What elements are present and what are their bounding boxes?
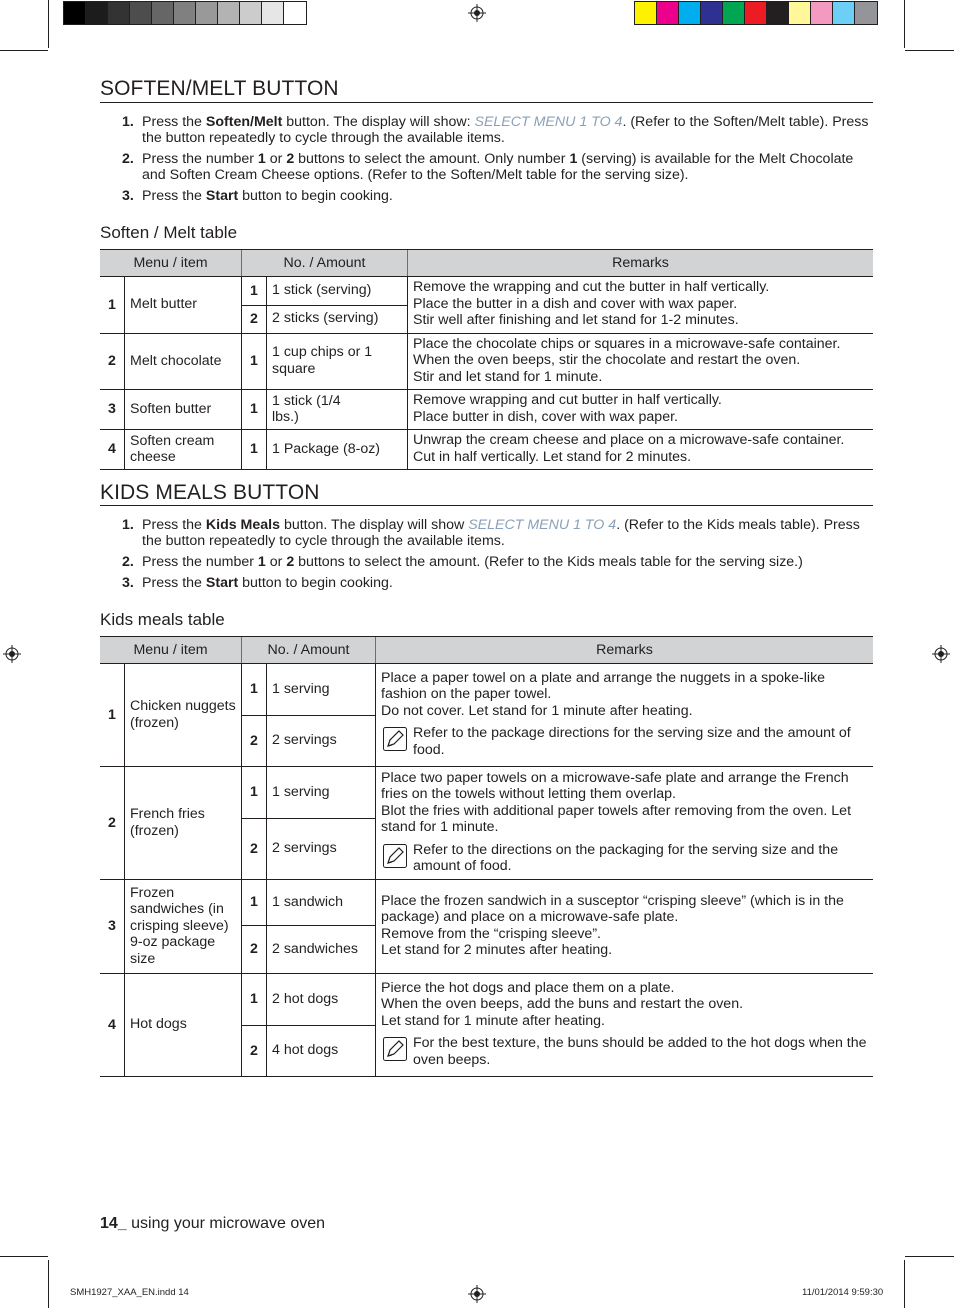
display-text: SELECT MENU 1 TO 4 [474,114,623,130]
color-swatch [152,2,174,24]
menu-item: Melt chocolate [125,333,242,390]
amount-key: 2 [242,305,267,333]
footer-text: using your microwave oven [126,1215,326,1232]
row-number: 1 [100,664,125,767]
color-swatch [108,2,130,24]
amount-value: 1 sandwich [267,880,376,926]
amount-value: 1 Package (8-oz) [267,430,408,470]
color-swatch [284,2,306,24]
amount-key: 1 [242,277,267,306]
registration-target-icon [932,645,950,663]
col-header-amount: No. / Amount [242,637,376,664]
amount-key: 1 [242,880,267,926]
note-pencil-icon [383,844,407,868]
amount-value: 1 serving [267,767,376,819]
table-row [100,664,873,716]
remarks-cell: Remove wrapping and cut butter in half vertically. Place butter in dish, cover with wax paper. [408,390,874,430]
crop-mark [904,1260,905,1308]
step-item: 2. Press the number 1 or 2 buttons to select the amount. (Refer to the Kids meals table for the serving size.) [122,554,803,570]
color-swatch [64,2,86,24]
page-number: 14_ [100,1215,127,1232]
amount-key: 2 [242,716,267,767]
note-pencil-icon [383,1037,407,1061]
amount-value: 2 hot dogs [267,974,376,1026]
table-title-kids-meals: Kids meals table [100,610,225,629]
col-header-menu: Menu / item [100,637,242,664]
slug-date: 11/01/2014 9:59:30 [802,1287,884,1298]
registration-target-icon [468,1285,486,1303]
note-pencil-icon [383,727,407,751]
color-swatch [701,2,723,24]
color-swatch [833,2,855,24]
row-number: 2 [100,333,125,390]
menu-item: Melt butter [125,277,242,334]
color-swatch [196,2,218,24]
section-title-soften-melt: SOFTEN/MELT BUTTON [100,77,339,100]
color-bar [634,1,878,25]
amount-value: 2 sticks (serving) [267,305,408,333]
color-swatch [635,2,657,24]
color-swatch [679,2,701,24]
amount-key: 2 [242,1026,267,1077]
step-item: 3. Press the Start button to begin cooking. [122,188,393,204]
amount-value: 4 hot dogs [267,1026,376,1077]
col-header-amount: No. / Amount [242,250,408,277]
note: Refer to the package directions for the serving size and the amount of food. [381,725,867,758]
menu-item: Soften butter [125,390,242,430]
color-swatch [767,2,789,24]
color-swatch [262,2,284,24]
amount-key: 2 [242,926,267,974]
menu-item: French fries (frozen) [125,767,242,880]
amount-value: 1 stick (serving) [267,277,408,306]
amount-key: 1 [242,390,267,430]
step-item: 3. Press the Start button to begin cooking. [122,575,393,591]
step-item: 1. Press the Soften/Melt button. The display will show: SELECT MENU 1 TO 4. (Refer to the Soften/Melt table). Press the button repeatedly to cycle through the available items. [122,114,869,146]
soften-melt-steps [100,114,873,209]
color-swatch [240,2,262,24]
section-rule [100,102,873,103]
color-swatch [86,2,108,24]
col-header-remarks: Remarks [408,250,874,277]
remarks-cell: Pierce the hot dogs and place them on a plate. When the oven beeps, add the buns and restart the oven. Let stand for 1 minute after heating. For the best texture, the buns should be added to the hot dogs when the oven beeps. [376,974,874,1077]
menu-item: Soften cream cheese [125,430,242,470]
col-header-remarks: Remarks [376,637,874,664]
color-swatch [723,2,745,24]
table-row [100,390,873,430]
amount-key: 1 [242,664,267,716]
amount-value: 1 cup chips or 1 square [267,333,408,390]
color-swatch [811,2,833,24]
note: Refer to the directions on the packaging for the serving size and the amount of food. [381,842,867,875]
amount-key: 1 [242,430,267,470]
crop-mark [48,0,49,48]
row-number: 4 [100,974,125,1077]
remarks-cell: Place the frozen sandwich in a susceptor “crisping sleeve” (which is in the package) and place on a microwave-safe plate. Remove from the “crisping sleeve”. Let stand for 2 minutes after heating. [376,880,874,974]
row-number: 4 [100,430,125,470]
amount-key: 1 [242,974,267,1026]
amount-value: 2 servings [267,716,376,767]
grayscale-bar [63,1,307,25]
col-header-menu: Menu / item [100,250,242,277]
crop-mark [905,1256,954,1257]
step-item: 2. Press the number 1 or 2 buttons to select the amount. Only number 1 (serving) is available for the Melt Chocolate and Soften Cream Cheese options. (Refer to the Soften/Melt table for the serving size). [122,151,854,183]
table-title-soften-melt: Soften / Melt table [100,223,238,242]
step-item: 1. Press the Kids Meals button. The display will show SELECT MENU 1 TO 4. (Refer to the Kids meals table). Press the button repeatedly to cycle through the available items. [122,517,860,549]
remarks-cell: Unwrap the cream cheese and place on a microwave-safe container. Cut in half vertically. Let stand for 2 minutes. [408,430,874,470]
registration-target-icon [468,4,486,22]
menu-item: Frozen sandwiches (in crisping sleeve) 9-oz package size [125,880,242,974]
remarks-cell: Place a paper towel on a plate and arrange the nuggets in a spoke-like fashion on the paper towel. Do not cover. Let stand for 1 minute after heating. Refer to the package directions for the serving size and the amount of food. [376,664,874,767]
menu-item: Hot dogs [125,974,242,1077]
table-row [100,277,873,306]
slug-file: SMH1927_XAA_EN.indd 14 [70,1287,189,1298]
remarks-cell: Place two paper towels on a microwave-safe plate and arrange the French fries on the towels without letting them overlap. Blot the fries with additional paper towels after removing from the oven. Let stand for 1 minute. Refer to the directions on the packaging for the serving size and the amount of food. [376,767,874,880]
amount-key: 1 [242,767,267,819]
menu-item: Chicken nuggets (frozen) [125,664,242,767]
crop-mark [0,50,48,51]
color-swatch [174,2,196,24]
crop-mark [0,1256,48,1257]
page-footer [100,1215,325,1233]
kids-meals-table [100,636,873,1077]
amount-value: 2 sandwiches [267,926,376,974]
row-number: 2 [100,767,125,880]
kids-meals-steps [100,517,873,596]
color-swatch [789,2,811,24]
row-number: 3 [100,880,125,974]
soften-melt-table [100,249,873,470]
table-row [100,974,873,1026]
crop-mark [48,1260,49,1308]
amount-value: 2 servings [267,819,376,880]
table-row [100,430,873,470]
table-row [100,767,873,819]
amount-key: 2 [242,819,267,880]
registration-target-icon [3,645,21,663]
crop-mark [904,0,905,48]
section-rule [100,505,873,506]
display-text: SELECT MENU 1 TO 4 [468,517,617,533]
row-number: 3 [100,390,125,430]
section-title-kids-meals: KIDS MEALS BUTTON [100,481,320,504]
color-swatch [657,2,679,24]
table-row [100,333,873,390]
color-swatch [218,2,240,24]
color-swatch [745,2,767,24]
note: For the best texture, the buns should be added to the hot dogs when the oven beeps. [381,1035,867,1068]
amount-value: 1 serving [267,664,376,716]
table-row [100,880,873,926]
row-number: 1 [100,277,125,334]
amount-value: 1 stick (1/4 lbs.) [267,390,408,430]
crop-mark [905,50,954,51]
color-swatch [855,2,877,24]
amount-key: 1 [242,333,267,390]
color-swatch [130,2,152,24]
remarks-cell: Remove the wrapping and cut the butter in half vertically. Place the butter in a dish and cover with wax paper. Stir well after finishing and let stand for 1-2 minutes. [408,277,874,334]
remarks-cell: Place the chocolate chips or squares in a microwave-safe container. When the oven beeps, stir the chocolate and restart the oven. Stir and let stand for 1 minute. [408,333,874,390]
